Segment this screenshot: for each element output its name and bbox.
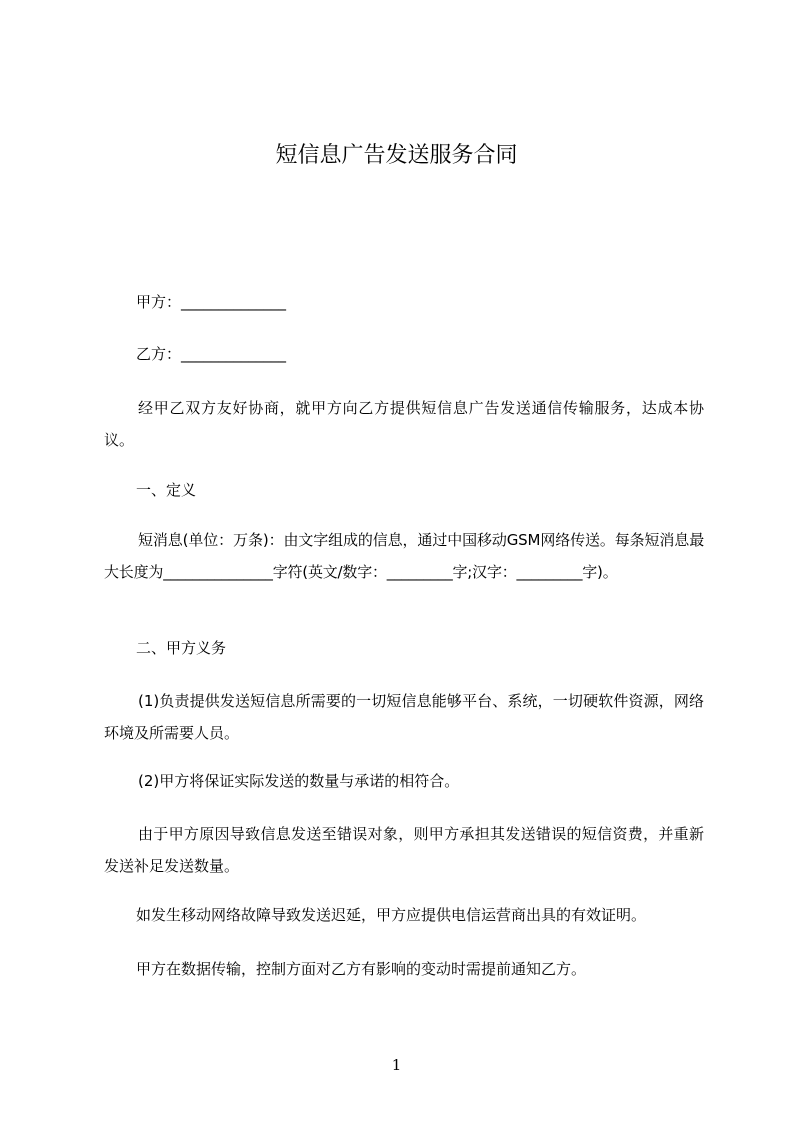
obligation-paragraph-3: 由于甲方原因导致信息发送至错误对象，则甲方承担其发送错误的短信资费，并重新发送补足发送数量。 [104,825,704,875]
section-heading-party-a-obligations: 二、甲方义务 [136,639,227,657]
page-number: 1 [391,1056,402,1074]
party-b-line: 乙方：______________ [136,345,287,363]
obligation-paragraph-1: (1)负责提供发送短信息所需要的一切短信息能够平台、系统，一切硬软件资源，网络环境及所需要人员。 [104,692,704,742]
section-heading-definition: 一、定义 [136,481,197,499]
page-title: 短信息广告发送服务合同 [275,143,518,168]
obligation-paragraph-2: (2)甲方将保证实际发送的数量与承诺的相符合。 [138,772,460,790]
obligation-paragraph-4: 如发生移动网络故障导致发送迟延，甲方应提供电信运营商出具的有效证明。 [136,906,647,924]
definition-paragraph: 短消息(单位：万条)：由文字组成的信息，通过中国移动GSM网络传送。每条短消息最大长度为_______________字符(英文/数字：_________字;汉字：_________字)。 [104,531,704,581]
intro-paragraph: 经甲乙双方友好协商，就甲方向乙方提供短信息广告发送通信传输服务，达成本协议。 [104,399,704,449]
party-a-line: 甲方：______________ [136,293,287,311]
obligation-paragraph-5: 甲方在数据传输，控制方面对乙方有影响的变动时需提前通知乙方。 [136,960,587,978]
